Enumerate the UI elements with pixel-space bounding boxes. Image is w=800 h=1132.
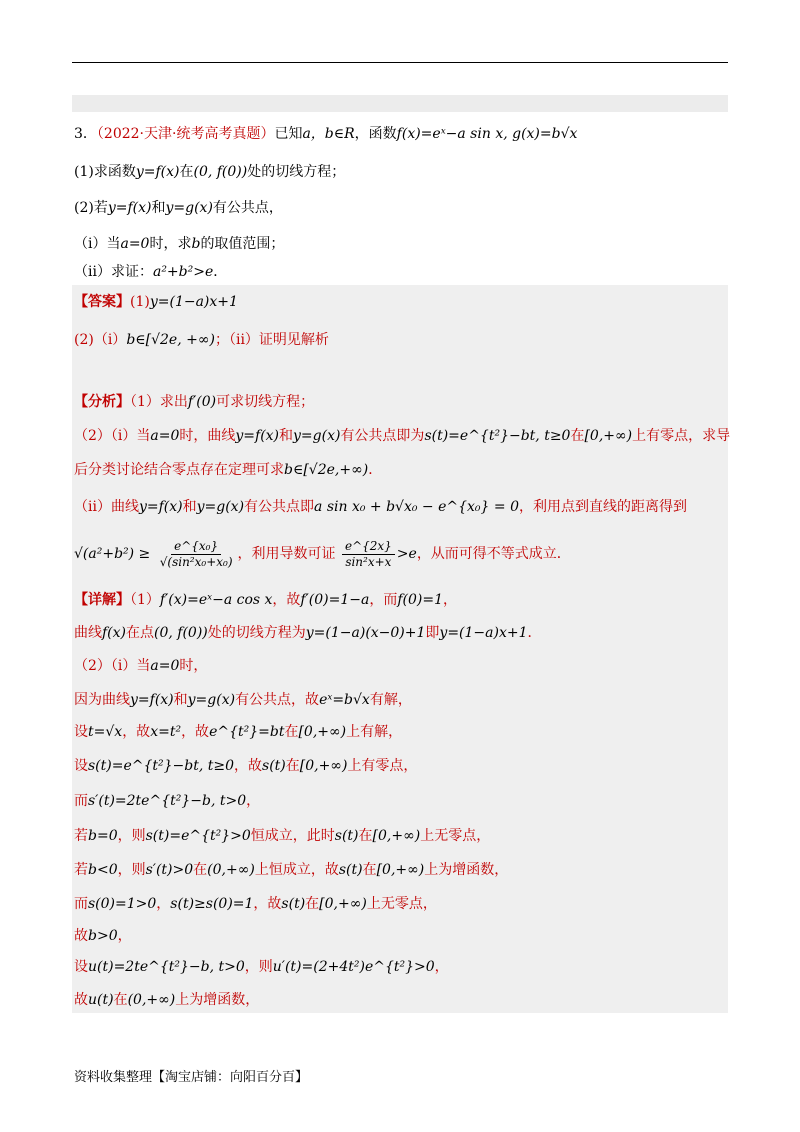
detail-line12: 设u(t)=2te^{t²}−b, t>0，则u′(t)=(2+4t²)e^{t²}>0， bbox=[74, 959, 449, 975]
problem-func-label: ，函数 bbox=[354, 126, 397, 142]
problem-func: f(x)=eˣ−a sin x, g(x)=b√x bbox=[396, 126, 578, 142]
detail-line5: 设t=√x，故x=t²，故e^{t²}=bt在[0,+∞)上有解， bbox=[74, 724, 403, 740]
problem-sub-i: （i）当a=0时，求b的取值范围； bbox=[74, 236, 285, 252]
fraction-2: $\frac{e\^{}\{2x\}}{\text{sin²x+x}}$ bbox=[342, 539, 395, 570]
detail-line4: 因为曲线y=f(x)和y=g(x)有公共点，故eˣ=b√x有解， bbox=[74, 692, 412, 708]
analysis-line1: 【分析】（1）求出f′(0)可求切线方程； bbox=[74, 394, 315, 410]
detail-line7: 而s′(t)=2te^{t²}−b, t>0， bbox=[74, 793, 261, 809]
detail-line6: 设s(t)=e^{t²}−bt, t≥0，故s(t)在[0,+∞)上有零点， bbox=[74, 758, 418, 774]
problem-sub-ii: （ii）求证：a²+b²>e． bbox=[74, 264, 228, 280]
problem-title bbox=[74, 124, 577, 144]
header-rule bbox=[72, 62, 728, 63]
gray-band bbox=[72, 95, 728, 112]
detail-line13: 故u(t)在(0,+∞)上为增函数， bbox=[74, 992, 260, 1008]
problem-source: （2022·天津·统考高考真题） bbox=[96, 126, 275, 142]
page-footer: 资料收集整理【淘宝店铺：向阳百分百】 bbox=[74, 1070, 309, 1085]
answer-line1: 【答案】(1)y=(1−a)x+1 bbox=[74, 294, 238, 310]
detail-line2: 曲线f(x)在点(0, f(0))处的切线方程为y=(1−a)(x−0)+1即y=(1−a)x+1． bbox=[74, 625, 542, 641]
problem-part2: (2)若y=f(x)和y=g(x)有公共点， bbox=[74, 200, 283, 216]
analysis-tag: 【分析】 bbox=[74, 394, 130, 410]
detail-line1: 【详解】（1）f′(x)=eˣ−a cos x，故f′(0)=1−a，而f(0)=1， bbox=[74, 592, 457, 608]
analysis-line2: （2）（i）当a=0时，曲线y=f(x)和y=g(x)有公共点即为s(t)=e^{t²}−bt, t≥0在[0,+∞)上有零点，求导 bbox=[74, 428, 731, 444]
detail-line8: 若b=0，则s(t)=e^{t²}>0恒成立，此时s(t)在[0,+∞)上无零点， bbox=[74, 828, 491, 844]
detail-line11: 故b>0， bbox=[74, 928, 132, 944]
detail-line9: 若b<0，则s′(t)>0在(0,+∞)上恒成立，故s(t)在[0,+∞)上为增函数， bbox=[74, 862, 509, 878]
answer-line2: (2)（i）b∈[√2e, +∞)；（ii）证明见解析 bbox=[74, 332, 329, 348]
analysis-line3: 后分类讨论结合零点存在定理可求b∈[√2e,+∞)． bbox=[74, 462, 383, 478]
problem-given: a，b∈R bbox=[302, 126, 355, 142]
problem-intro: 已知 bbox=[274, 126, 303, 142]
detail-tag: 【详解】 bbox=[74, 592, 130, 608]
detail-line3: （2）（i）当a=0时， bbox=[74, 658, 208, 674]
problem-number: 3． bbox=[74, 126, 97, 142]
answer-tag: 【答案】 bbox=[74, 294, 130, 310]
detail-line10: 而s(0)=1>0，s(t)≥s(0)=1，故s(t)在[0,+∞)上无零点， bbox=[74, 896, 437, 912]
analysis-line5: √(a²+b²) ≥ $\frac{\text{e\textasciicircum{}\{x₀\}}}{\text{√(sin²x₀+x₀)}}$ ，利用导数可证 $\frac{e\^{}\{2x\}}{\text{sin²x+x}}$ >e，从而可得不等式成立． bbox=[74, 538, 571, 569]
analysis-line4: （ii）曲线y=f(x)和y=g(x)有公共点即a sin x₀ + b√x₀ − e^{x₀} = 0，利用点到直线的距离得到 bbox=[74, 499, 687, 515]
problem-part1: (1)求函数y=f(x)在(0, f(0))处的切线方程； bbox=[74, 164, 346, 180]
fraction-1: $\frac{\text{e\textasciicircum{}\{x₀\}}}{\text{√(sin²x₀+x₀)}}$ bbox=[159, 538, 233, 569]
